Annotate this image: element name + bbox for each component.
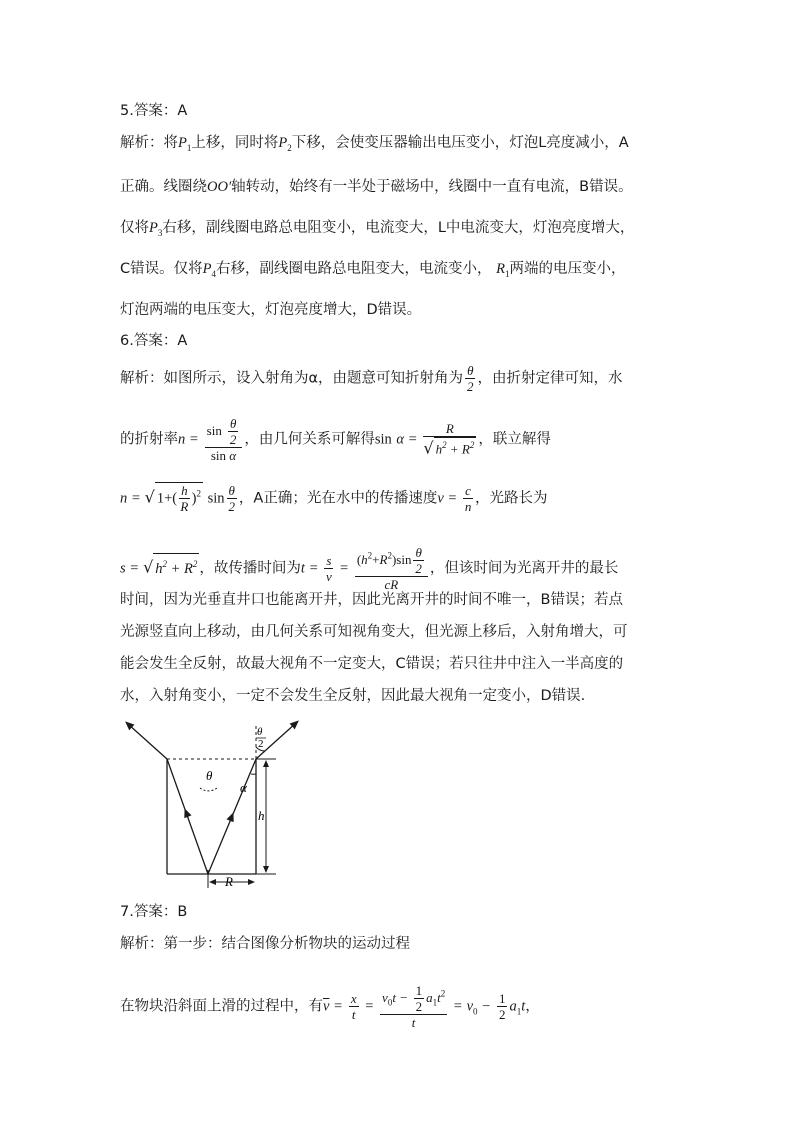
- q5-line-5: 灯泡两端的电压变大，灯泡亮度增大，D错误。: [120, 302, 422, 318]
- q7-answer: 7.答案：B: [120, 904, 188, 920]
- q6-answer: 6.答案：A: [120, 333, 188, 349]
- q5-answer: 5.答案：A: [120, 103, 188, 119]
- q6-line-8: 水，入射角变小，一定不会发生全反射，因此最大视角一定变小，D错误.: [120, 688, 586, 704]
- q6-line-1: 解析：如图所示，设入射角为α，由题意可知折射角为 $\frac{\theta}{2}$ ，由折射定律可知，水: [120, 363, 623, 394]
- q7-line-1: 解析：第一步：结合图像分析物块的运动过程: [120, 936, 410, 952]
- q7-line-2: 在物块沿斜面上滑的过程中，有$\overline{v}$ = $\frac{x}{t}$ = $v_0t$ − $\frac{1}{2}$ $a_1t^2$ t = $v_0$ − $\frac{1}{2}$ $a_1t$，: [120, 983, 540, 1030]
- q5-line-2: 正确。线圈绕OO′轴转动，始终有一半处于磁场中，线圈中一直有电流，B错误。: [120, 179, 633, 195]
- q6-line-7: 能会发生全反射，故最大视角不一定变大，C错误；若只往井中注入一半高度的: [120, 656, 624, 672]
- alpha-label: α: [240, 780, 247, 795]
- h-label: h: [258, 808, 265, 823]
- q5-line-1: 解析：将$P_1$上移，同时将$P_2$下移，会使变压器输出电压变小，灯泡L亮度减小，A: [120, 135, 629, 153]
- half-theta-denominator: 2: [258, 738, 264, 750]
- q6-line-4: s = √ $h^2 + R^2$ ，故传播时间为t = $\frac{s}{v}$ = $(h^2+R^2)\sin$ $\frac{\theta}{2}$ cR ，但该时间为光离开井的最长: [120, 545, 619, 592]
- R-label: R: [225, 874, 233, 889]
- q6-line-6: 光源竖直向上移动，由几何关系可知视角变大，但光源上移后，入射角增大，可: [120, 624, 628, 640]
- ray-left-outside: [128, 724, 167, 759]
- q6-line-5: 时间，因为光垂直井口也能离开井，因此光离开井的时间不唯一，B错误；若点: [120, 592, 623, 608]
- q6-line-3: n = √ 1+( $\frac{h}{R}$ )$^2$ sin $\frac{\theta}{2}$ ，A正确；光在水中的传播速度v = $\frac{c}{n}$ ，光路长为: [120, 483, 548, 514]
- q6-line-2: 的折射率n = sin $\frac{\theta}{2}$ sin α ，由几何关系可解得sin α = $\frac{R}{√ h^2 + R^2}$ ，联立解得: [120, 416, 551, 463]
- q5-line-4: C错误。仅将$P_4$右移，副线圈电路总电阻变大，电流变小， $R_1$两端的电压变小，: [120, 261, 626, 279]
- well-refraction-figure: [120, 716, 310, 891]
- half-theta-numerator: θ: [257, 726, 263, 738]
- theta-label: θ: [206, 768, 213, 783]
- q5-line-3: 仅将$P_3$右移，副线圈电路总电阻变小，电流变大，L中电流变大，灯泡亮度增大，: [120, 220, 635, 238]
